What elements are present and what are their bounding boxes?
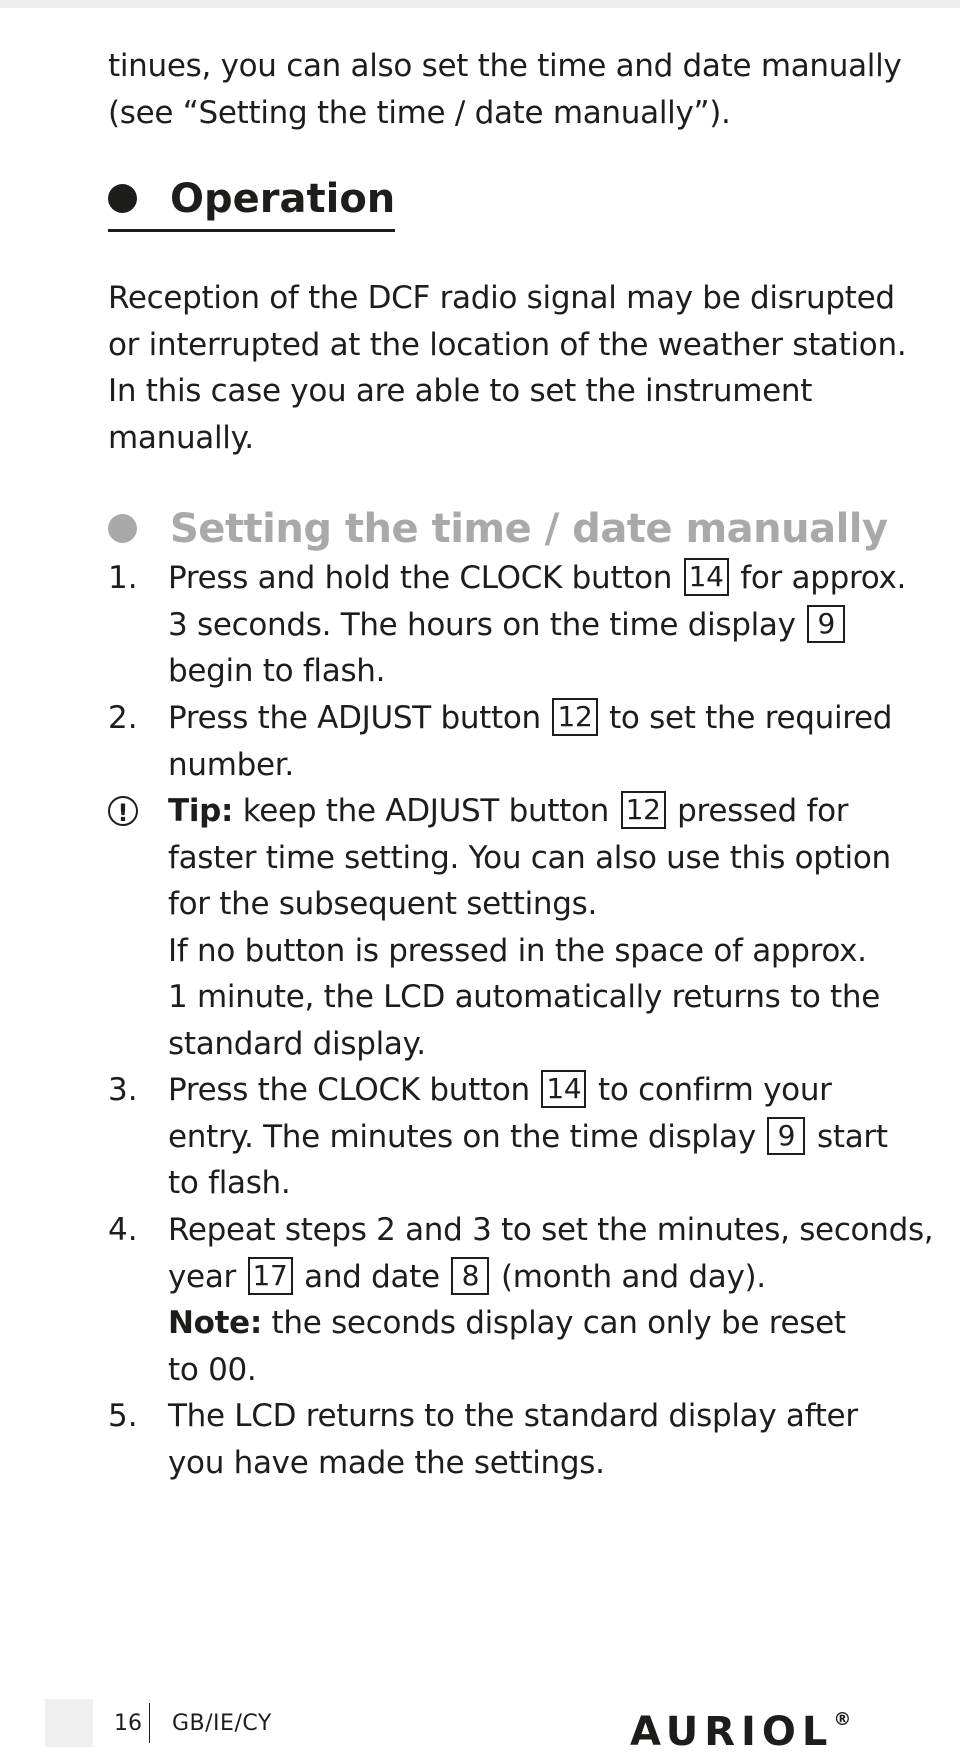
paragraph-line: Reception of the DCF radio signal may be disrupted [108, 280, 895, 316]
exclamation-icon: ! [108, 796, 138, 826]
operation-paragraph [108, 275, 906, 461]
footer-tab [45, 1699, 93, 1747]
step-text: year [168, 1258, 236, 1295]
paragraph-line: manually. [108, 419, 254, 456]
step-text: Press the CLOCK button [168, 1072, 530, 1108]
note-label: Note: [168, 1305, 262, 1341]
step-text: for approx. [740, 560, 907, 596]
operation-title: Operation [170, 176, 396, 222]
trademark-symbol: ® [833, 1709, 852, 1730]
step-text: Press the ADJUST button [168, 700, 541, 736]
reference-number: 8 [451, 1257, 489, 1295]
step-number: 3. [108, 1072, 138, 1108]
tip-text: If no button is pressed in the space of approx. [168, 932, 867, 969]
reference-number: 12 [621, 791, 666, 829]
operation-heading [108, 174, 395, 224]
step-number: 1. [108, 560, 138, 596]
reference-number: 14 [541, 1070, 586, 1108]
step-text: you have made the settings. [168, 1444, 605, 1481]
heading-underline [108, 229, 395, 232]
tip-label: Tip: [168, 793, 234, 829]
footer-divider [149, 1703, 150, 1743]
step-text: to set the required [609, 700, 893, 736]
intro-text [108, 43, 901, 136]
region-code: GB/IE/CY [172, 1711, 272, 1736]
bullet-icon [108, 184, 137, 213]
step-number: 4. [108, 1212, 138, 1248]
reference-number: 9 [807, 605, 845, 643]
tip-text: keep the ADJUST button [242, 793, 610, 829]
tip-text: pressed for [677, 793, 849, 829]
tip-text: faster time setting. You can also use this option [168, 839, 891, 876]
setting-heading [108, 501, 888, 557]
bullet-icon [108, 514, 137, 543]
step-text: number. [168, 746, 294, 783]
top-edge [0, 0, 960, 8]
step-text: begin to flash. [168, 653, 386, 689]
brand-logo [630, 1698, 851, 1754]
step-text: The LCD returns to the standard display after [168, 1398, 858, 1434]
step-text: (month and day). [500, 1258, 766, 1295]
paragraph-line: In this case you are able to set the instrument [108, 373, 813, 409]
step-text: Press and hold the CLOCK button [168, 560, 673, 596]
reference-number: 9 [767, 1117, 805, 1155]
reference-number: 14 [684, 558, 729, 596]
tip-text: standard display. [168, 1025, 426, 1062]
intro-line: tinues, you can also set the time and date manually [108, 48, 902, 84]
step-text: to confirm your [598, 1072, 832, 1108]
step-number: 5. [108, 1398, 138, 1434]
step-text: start [817, 1118, 888, 1155]
step-number: 2. [108, 700, 138, 736]
step-text: the seconds display can only be reset [271, 1305, 846, 1341]
paragraph-line: or interrupted at the location of the weather station. [108, 326, 907, 363]
step-text: Repeat steps 2 and 3 to set the minutes, seconds, [168, 1212, 934, 1248]
step-text: 3 seconds. The hours on the time display [168, 606, 796, 643]
reference-number: 17 [248, 1257, 293, 1295]
step-text: and date [304, 1258, 440, 1295]
tip-text: 1 minute, the LCD automatically returns to the [168, 979, 881, 1015]
setting-title: Setting the time / date manually [170, 506, 888, 552]
reference-number: 12 [552, 698, 597, 736]
step-text: entry. The minutes on the time display [168, 1118, 756, 1155]
brand-name: AURIOL [630, 1709, 834, 1755]
tip-text: for the subsequent settings. [168, 886, 598, 922]
step-text: to flash. [168, 1165, 291, 1201]
step-text: to 00. [168, 1351, 257, 1388]
page-number: 16 [114, 1711, 142, 1736]
intro-line: (see “Setting the time / date manually”). [108, 94, 731, 131]
